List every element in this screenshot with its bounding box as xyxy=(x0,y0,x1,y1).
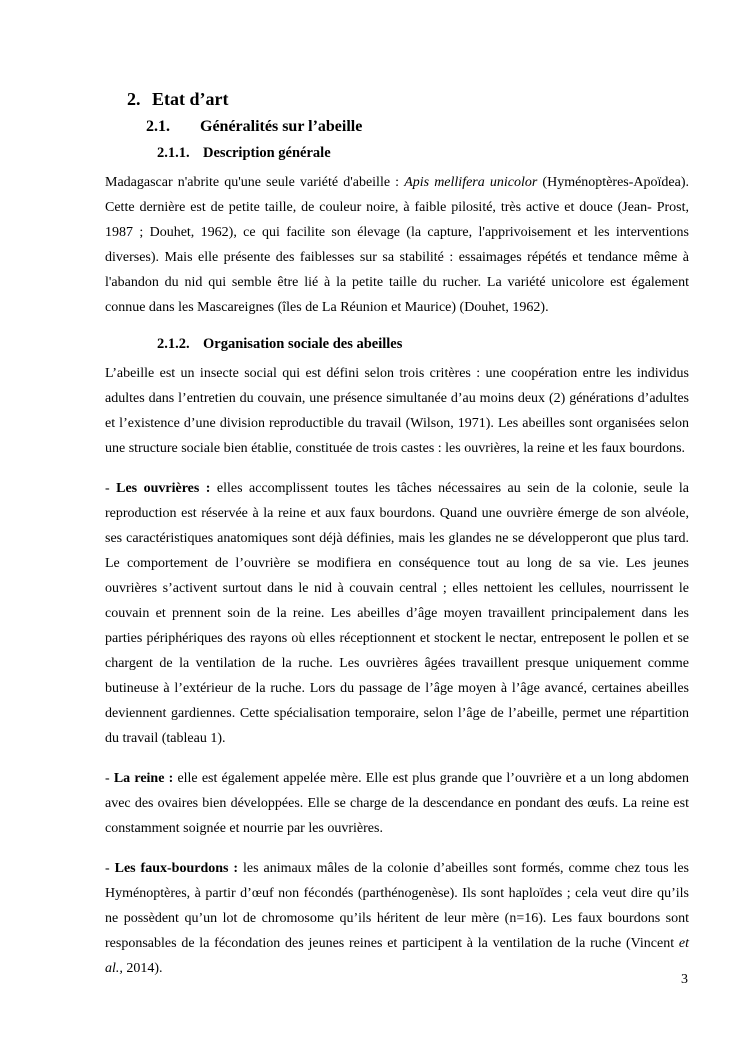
caste-label-bold: Les ouvrières : xyxy=(116,481,211,496)
paragraph-text: elle est également appelée mère. Elle est plus grande que l’ouvrière et a un long abdomen avec des ovaires bien développées. Elle se charge de la descendance en pondant des œufs. La reine est constamment soignée et nourrie par les ouvrières. xyxy=(105,771,689,836)
heading-text: Organisation sociale des abeilles xyxy=(203,336,403,352)
section-heading-level3 xyxy=(157,143,689,163)
list-dash: - xyxy=(105,771,114,786)
paragraph-text: Madagascar n'abrite qu'une seule variété d'abeille : xyxy=(105,175,405,190)
paragraph-text: elles accomplissent toutes les tâches nécessaires au sein de la colonie, seule la reproduction est réservée à la reine et aux faux bourdons. Quand une ouvrière émerge de son alvéole, ses caractéristiques anatomiques sont déjà définies, mais les glandes ne se développeront que plus tard. Le comportement de l’ouvrière se modifiera en conséquence tout au long de sa vie. Les jeunes ouvrières s’activent surtout dans le nid à couvain central ; elles nettoient les cellules, nourrissent le couvain et prennent soin de la reine. Les abeilles d’âge moyen travaillent principalement dans les parties périphériques des rayons où elles réceptionnent et stockent le nectar, entreposent le pollen et se chargent de la ventilation de la ruche. Les ouvrières âgées travaillent presque uniquement comme butineuse à l’extérieur de la ruche. Lors du passage de l’âge moyen à l’âge avancé, certaines abeilles deviennent gardiennes. Cette spécialisation temporaire, selon l’âge de l’abeille, permet une répartition du travail (tableau 1). xyxy=(105,481,689,746)
paragraph-ouvrieres xyxy=(105,476,689,751)
list-dash: - xyxy=(105,481,117,496)
document-content xyxy=(105,88,689,981)
heading-text: Généralités sur l’abeille xyxy=(200,118,363,135)
et-al-italic: et al., xyxy=(105,936,689,976)
paragraph-text: les animaux mâles de la colonie d’abeilles sont formés, comme chez tous les Hyménoptères, à partir d’œuf non fécondés (parthénogenèse). Ils sont haploïdes ; cela veut dire qu’ils ne possèdent qu’un lot de chromosome qu’ils héritent de leur mère (n=16). Les faux bourdons sont responsables de la fécondation des jeunes reines et participent à la ventilation de la ruche (Vincent xyxy=(105,861,689,951)
heading-number: 2.1. xyxy=(146,118,170,135)
caste-label-bold: La reine : xyxy=(113,771,174,786)
species-name-italic: Apis mellifera unicolor xyxy=(404,175,538,190)
heading-number: 2. xyxy=(127,89,141,109)
heading-number: 2.1.2. xyxy=(157,336,190,352)
paragraph-faux-bourdons xyxy=(105,856,689,981)
heading-number: 2.1.1. xyxy=(157,145,190,161)
list-dash: - xyxy=(105,861,115,876)
caste-label-bold: Les faux-bourdons : xyxy=(114,861,239,876)
paragraph-reine xyxy=(105,766,689,841)
heading-text: Etat d’art xyxy=(152,89,229,109)
section-heading-level2 xyxy=(146,116,689,137)
paragraph-text: L’abeille est un insecte social qui est défini selon trois critères : une coopération entre les individus adultes dans l’entretien du couvain, une présence simultanée d’au moins deux (2) générations d’adultes et l’existence d’une division reproductible du travail (Wilson, 1971). Les abeilles sont organisées selon une structure sociale bien établie, constituée de trois castes : les ouvrières, la reine et les faux bourdons. xyxy=(105,366,689,456)
paragraph-text: (Hyménoptères-Apoïdea). Cette dernière est de petite taille, de couleur noire, à faible pilosité, très active et douce (Jean- Prost, 1987 ; Douhet, 1962), ce qui facilite son élevage (la capture, l'apprivoisement et les interventions diverses). Mais elle présente des faiblesses sur sa stabilité : essaimages répétés et tendance même à l'abandon du nid qui semble être lié à la petite taille du rucher. La variété unicolore est également connue dans les Mascareignes (îles de La Réunion et Maurice) (Douhet, 1962). xyxy=(105,175,689,315)
page-number: 3 xyxy=(681,972,688,987)
section-heading-level3-organisation xyxy=(157,334,689,354)
heading-text: Description générale xyxy=(203,145,331,161)
paragraph-description-generale xyxy=(105,170,689,320)
section-heading-level1 xyxy=(127,88,689,110)
paragraph-organisation-sociale xyxy=(105,361,689,461)
paragraph-text: 2014). xyxy=(122,961,163,976)
